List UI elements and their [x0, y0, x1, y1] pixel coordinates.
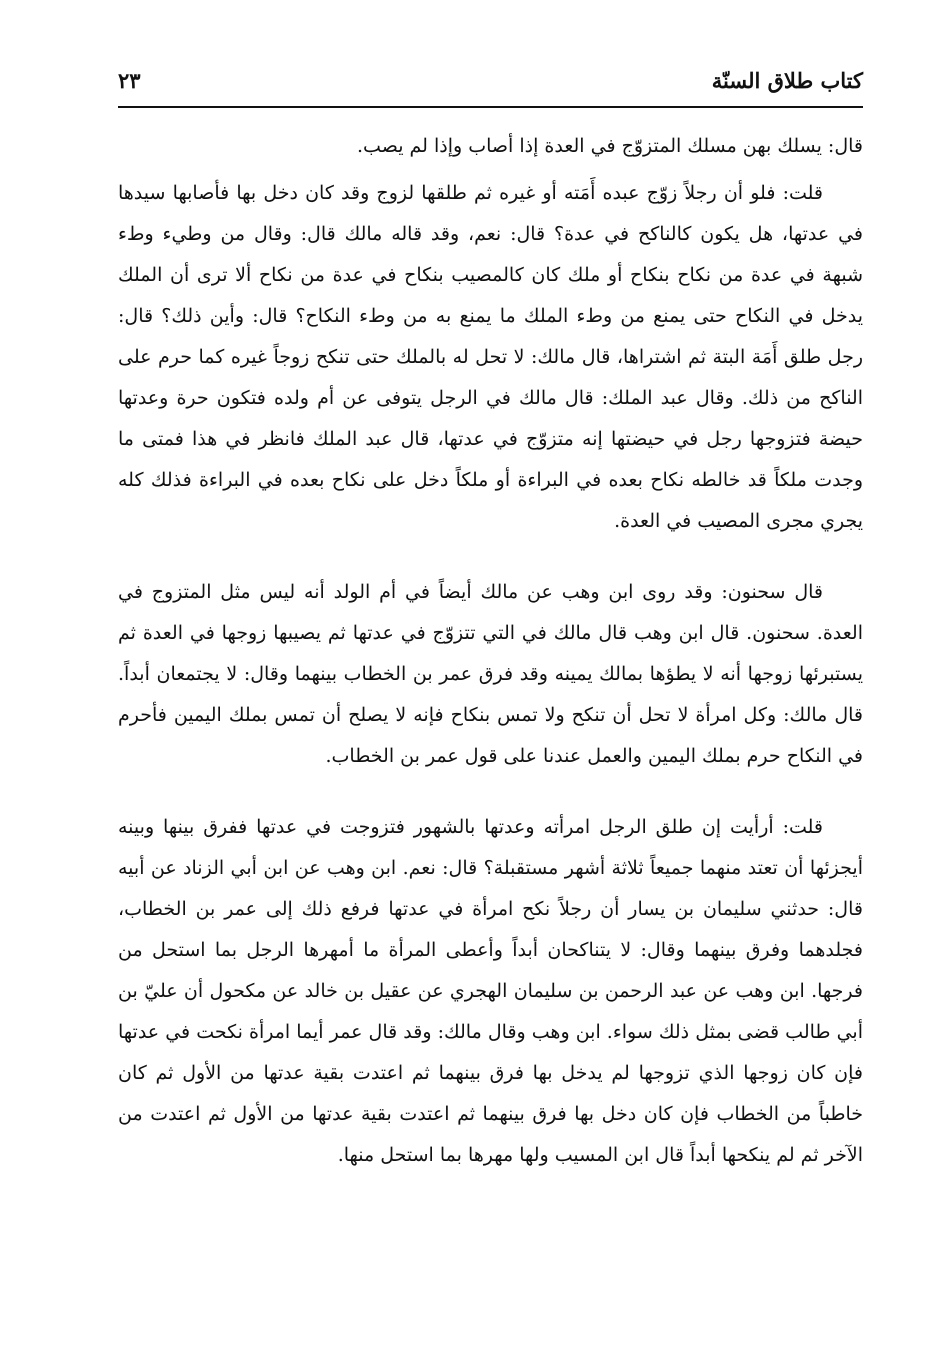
- page-body: [118, 126, 863, 1176]
- header-divider: [118, 106, 863, 108]
- paragraph-1: قال: يسلك بهن مسلك المتزوّج في العدة إذا أصاب وإذا لم يصب.: [357, 135, 863, 157]
- header-book-title: كتاب طلاق السنّة: [711, 68, 863, 93]
- paragraph-2: قلت: فلو أن رجلاً زوّج عبده أَمَته أو غيره ثم طلقها لزوج وقد كان دخل بها فأصابها سيدها في عدتها، هل يكون كالناكح في عدة؟ قال: نعم، وقد قاله مالك قال: وقال من وطيء وطء شبهة في عدة من نكاح بنكاح أو ملك كان كالمصيب بنكاح في عدة من نكاح ألا ترى أن الملك يدخل في النكاح حتى يمنع من وطء الملك ما يمنع به من وطء النكاح؟ قال: وأين ذلك؟ قال: رجل طلق أَمَة البتة ثم اشتراها، قال مالك: لا تحل له بالملك حتى تنكح زوجاً غيره كما حرم على الناكح من ذلك. وقال عبد الملك: قال مالك في الرجل يتوفى عن أم ولده فتكون حرة وعدتها حيضة فتزوجها رجل في حيضتها إنه متزوّج في عدتها، قال عبد الملك فانظر في هذا فمتى ما وجدت ملكاً قد خالطه نكاح بعده في البراءة أو ملكاً دخل على نكاح بعده في البراءة فذلك كله يجري مجرى المصيب في العدة.: [118, 182, 863, 532]
- paragraph-4: قلت: أرأيت إن طلق الرجل امرأته وعدتها بالشهور فتزوجت في عدتها ففرق بينها وبينه أيجزئها أن تعتد منهما جميعاً ثلاثة أشهر مستقبلة؟ قال: نعم. ابن وهب عن ابن أبي الزناد عن أبيه قال: حدثني سليمان بن يسار أن رجلاً نكح امرأة في عدتها فرفع ذلك إلى عمر بن الخطاب، فجلدهما وفرق بينهما وقال: لا يتناكحان أبداً وأعطى المرأة ما أمهرها الرجل بما استحل من فرجها. ابن وهب عن عبد الرحمن بن سليمان الهجري عن عقيل بن خالد عن مكحول أن عليّ بن أبي طالب قضى بمثل ذلك سواء. ابن وهب وقال مالك: وقد قال عمر أيما امرأة نكحت في عدتها فإن كان زوجها الذي تزوجها لم يدخل بها فرق بينهما ثم اعتدت بقية عدتها من الأول ثم كان خاطباً من الخطاب فإن كان دخل بها فرق بينهما ثم اعتدت بقية عدتها من الأول ثم اعتدت من الآخر ثم لم ينكحها أبداً قال ابن المسيب ولها مهرها بما استحل منها.: [118, 816, 863, 1166]
- paragraph-3: قال سحنون: وقد روى ابن وهب عن مالك أيضاً في أم الولد أنه ليس مثل المتزوج في العدة. سحنون. قال ابن وهب قال مالك في التي تتزوّج في عدتها ثم يصيبها زوجها في العدة ثم يستبرئها زوجها أنه لا يطؤها بمالك يمينه وقد فرق عمر بن الخطاب بينهما وقال: لا يجتمعان أبداً. قال مالك: وكل امرأة لا تحل أن تنكح ولا تمس بنكاح فإنه لا يصلح أن تمس بملك اليمين فأحرم في النكاح حرم بملك اليمين والعمل عندنا على قول عمر بن الخطاب.: [118, 581, 863, 767]
- running-header: [118, 62, 863, 106]
- header-page-number: ٢٣: [118, 68, 141, 93]
